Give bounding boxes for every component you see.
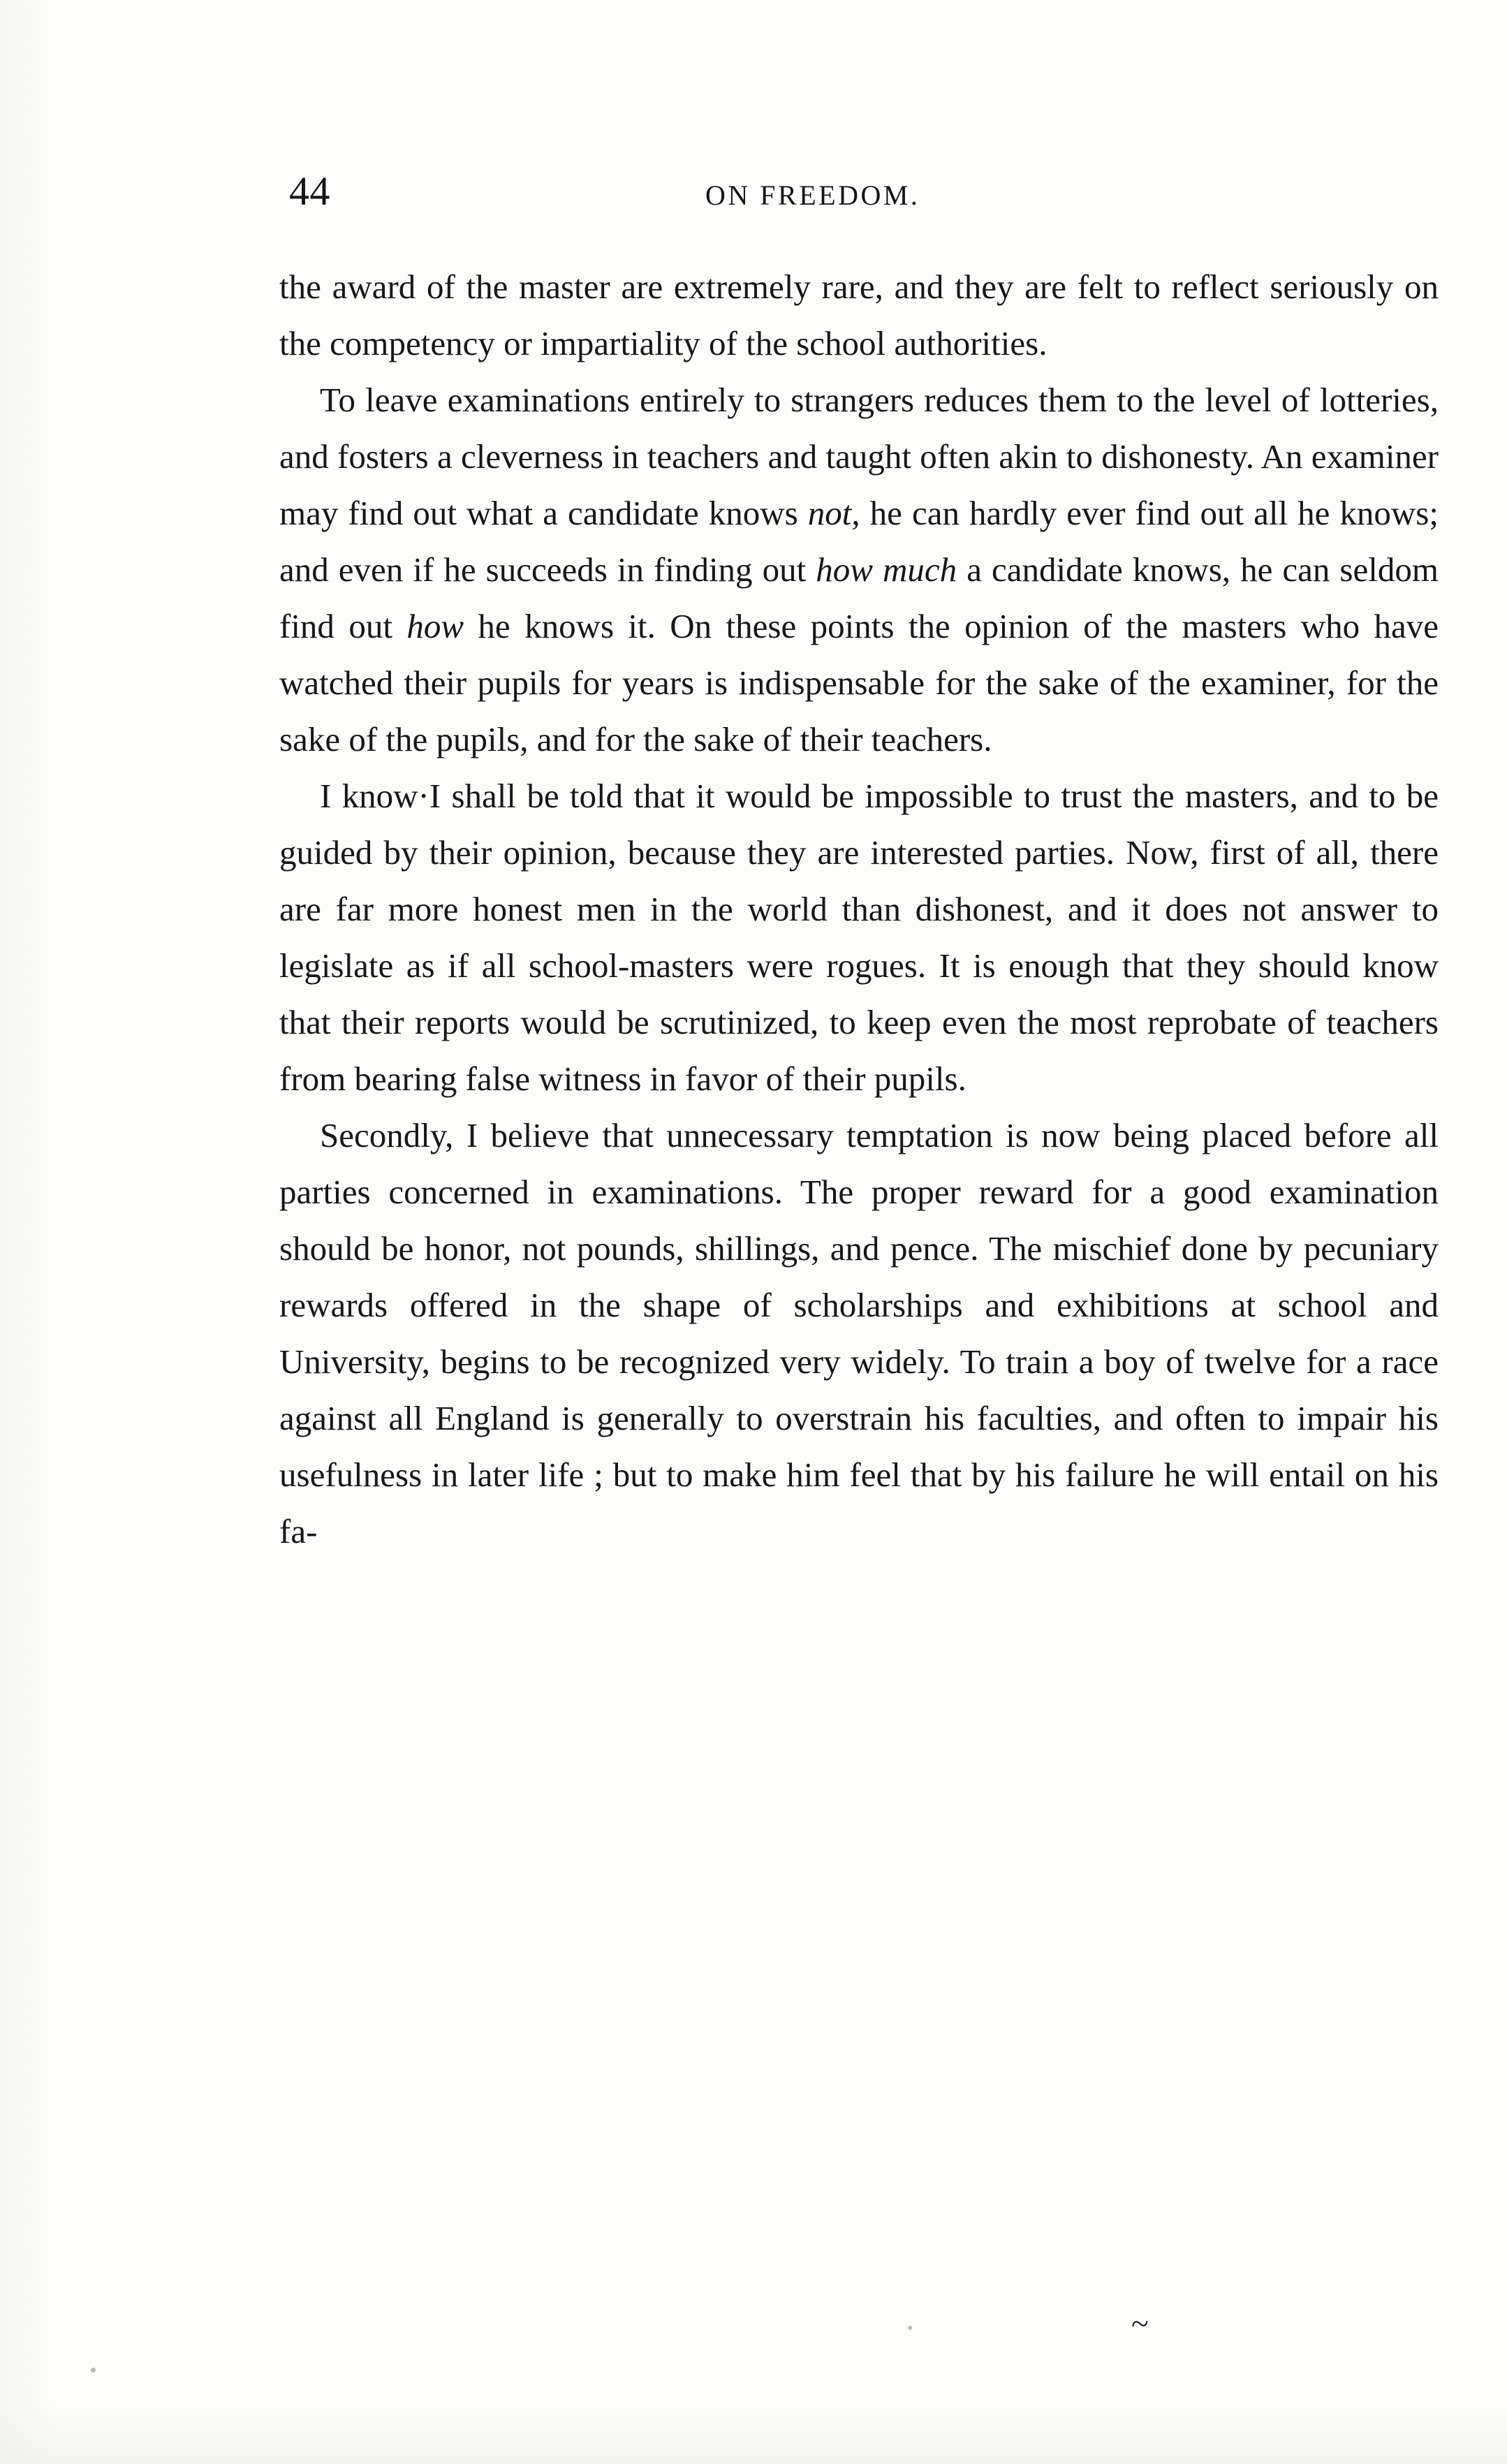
page-bottom-edge-shading — [0, 2401, 1507, 2464]
paragraph-3: I know·I shall be told that it would be impossible to trust the masters, and to be guided by their opinion, because they are interested parties. Now, first of all, there are far more honest men in the world than dishonest, and it does not answer to legislate as if all school-masters were rogues. It is enough that they should know that their reports would be scrutinized, to keep even the most reprobate of teachers from bearing false witness in favor of their pupils. — [279, 777, 1439, 1098]
paragraph-4: Secondly, I believe that unnecessary temptation is now being placed before all parties concerned in examinations. The proper reward for a good examination should be honor, not pounds, shillings, and pence. The mischief done by pecuniary rewards offered in the shape of scholarships and exhibitions at school and University, begins to be recognized very widely. To train a boy of twelve for a race against all England is generally to overstrain his faculties, and often to impair his usefulness in later life ; but to make him feel that by his failure he will entail on his fa- — [279, 1116, 1439, 1550]
paragraph-2-part-1: To leave examinations entirely to strangers reduces them to the level of lotteries, and fosters a cleverness in teachers and taught often akin to dishonesty. An examiner may find out what a candidate knows — [279, 381, 1439, 532]
page-content-area — [279, 168, 1453, 1560]
paragraph-2-part-3: a candidate knows, he can seldom find out — [279, 550, 1439, 645]
paragraph-2-emphasis-not: not — [807, 494, 852, 532]
page-left-edge-shading — [0, 0, 60, 2464]
scan-speck — [91, 2368, 96, 2373]
running-head-title: ON FREEDOM. — [705, 179, 920, 211]
scan-speck — [908, 2326, 912, 2330]
paragraph-2-part-2: , he can hardly ever find out all he knows; and even if he succeeds in finding out — [279, 494, 1439, 589]
paragraph-1: the award of the master are extremely rare, and they are felt to reflect seriously on the competency or impartiality of the school authorities. — [279, 267, 1439, 362]
page-number: 44 — [289, 168, 330, 214]
running-head — [279, 168, 1453, 230]
paragraph-2-emphasis-how-much: how much — [816, 550, 957, 589]
paragraph-2 — [279, 372, 1439, 768]
paragraph-2-emphasis-how: how — [406, 607, 464, 645]
body-text — [279, 258, 1439, 1560]
paragraph-2-part-4: he knows it. On these points the opinion of the masters who have watched their pupils for years is indispensable for the sake of the examiner, for the sake of the pupils, and for the sake of their teachers. — [279, 607, 1439, 758]
footer-mark: ~ — [1131, 2305, 1149, 2341]
